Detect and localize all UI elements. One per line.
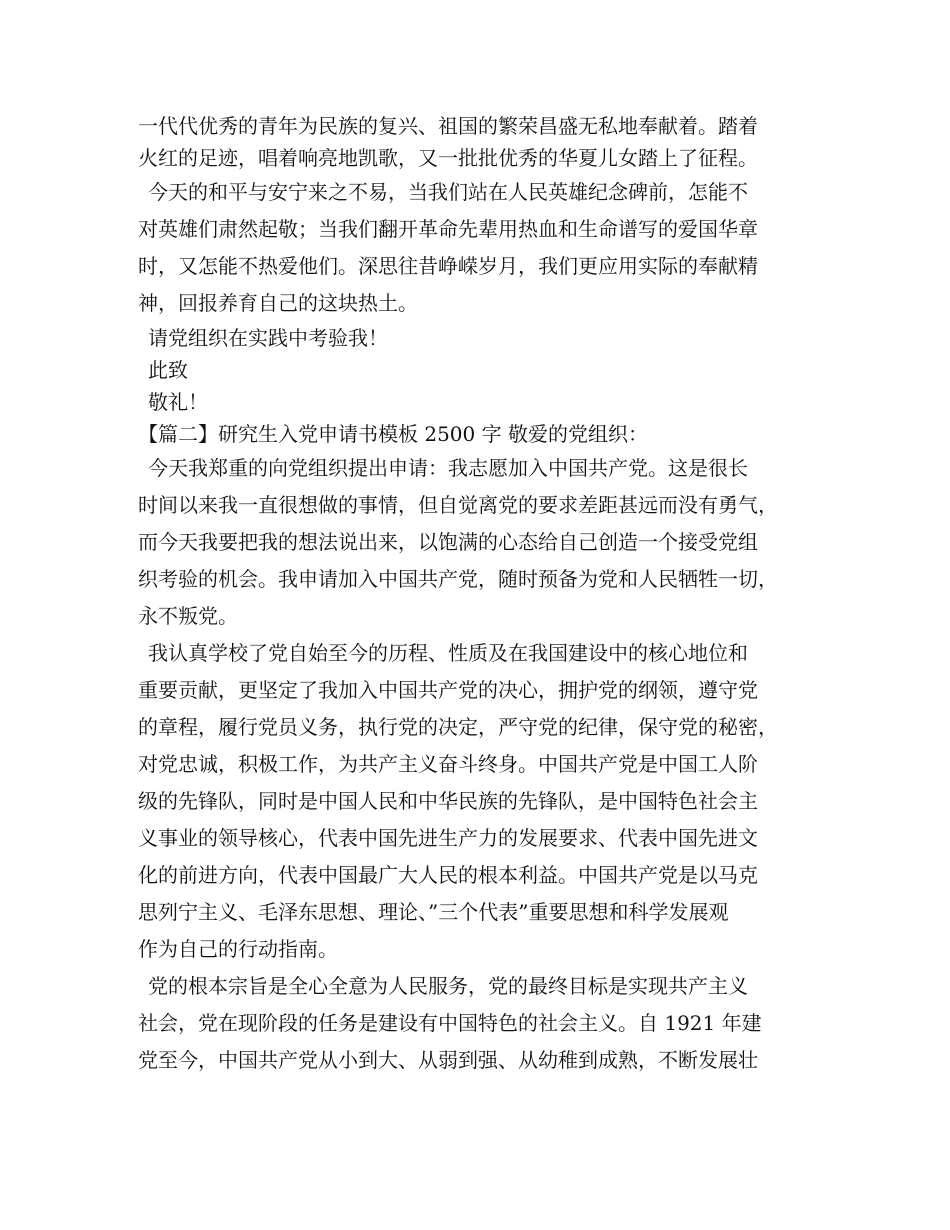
text-line: 而今天我要把我的想法说出来，以饱满的心态给自己创造一个接受党组 [138,530,758,554]
text-line: 党至今，中国共产党从小到大、从弱到强、从幼稚到成熟，不断发展壮 [138,1048,758,1072]
text-line: 永不叛党。 [138,604,238,628]
text-line: 时，又怎能不热爱他们。深思往昔峥嵘岁月，我们更应用实际的奉献精 [138,254,758,278]
text-line: 一代代优秀的青年为民族的复兴、祖国的繁荣昌盛无私地奉献着。踏着 [138,114,758,138]
text-line: 对英雄们肃然起敬；当我们翻开革命先辈用热血和生命谱写的爱国华章 [138,217,758,241]
text-line: 党的根本宗旨是全心全意为人民服务，党的最终目标是实现共产主义 [148,974,748,998]
text-line: 作为自己的行动指南。 [138,937,338,961]
document-body [138,110,828,1079]
text-line: 请党组织在实践中考验我！ [148,326,388,350]
text-line: 我认真学校了党自始至今的历程、性质及在我国建设中的核心地位和 [148,641,748,665]
text-line: 神，回报养育自己的这块热土。 [138,291,418,315]
text-line: 化的前进方向，代表中国最广大人民的根本利益。中国共产党是以马克 [138,863,758,887]
text-line: 今天我郑重的向党组织提出申请：我志愿加入中国共产党。这是很长 [148,456,748,480]
section-heading: 【篇二】研究生入党申请书模板 2500 字 敬爱的党组织： [138,422,648,446]
text-line: 的章程，履行党员义务，执行党的决定，严守党的纪律，保守党的秘密， [138,715,778,739]
text-line: 敬礼！ [148,390,208,414]
text-line: 对党忠诚，积极工作，为共产主义奋斗终身。中国共产党是中国工人阶 [138,752,758,776]
text-line: 思列宁主义、毛泽东思想、理论、”三个代表”重要思想和科学发展观 [138,900,729,924]
text-line: 时间以来我一直很想做的事情，但自觉离党的要求差距甚远而没有勇气， [138,493,778,517]
text-line: 火红的足迹，唱着响亮地凯歌，又一批批优秀的华夏儿女踏上了征程。 [138,146,758,170]
text-line: 今天的和平与安宁来之不易，当我们站在人民英雄纪念碑前，怎能不 [148,180,748,204]
text-line: 社会，党在现阶段的任务是建设有中国特色的社会主义。自 1921 年建 [138,1011,762,1035]
text-line: 义事业的领导核心，代表中国先进生产力的发展要求、代表中国先进文 [138,826,758,850]
text-line: 级的先锋队，同时是中国人民和中华民族的先锋队，是中国特色社会主 [138,789,758,813]
text-line: 此致 [148,358,188,382]
text-line: 重要贡献，更坚定了我加入中国共产党的决心，拥护党的纲领，遵守党 [138,678,758,702]
text-line: 织考验的机会。我申请加入中国共产党，随时预备为党和人民牺牲一切， [138,567,778,591]
